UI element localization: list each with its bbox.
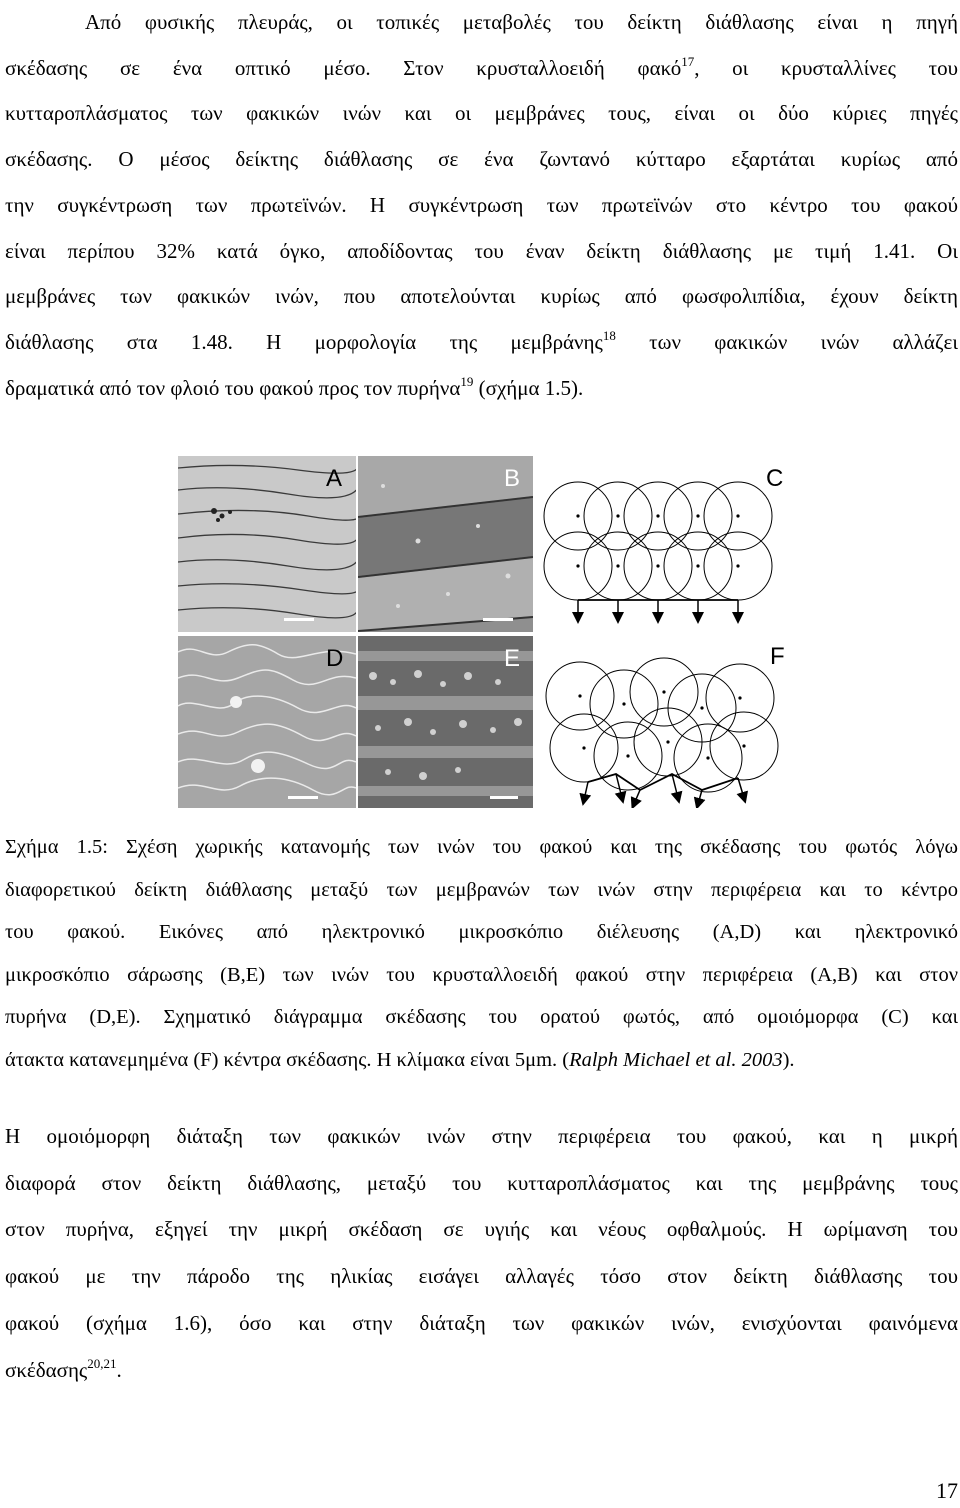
caption-line: πυρήνα (D,E). Σχηματικό διάγραμμα σκέδασης του ορατού φωτός, από ομοιόμορφα (C) και xyxy=(5,1006,958,1029)
citation: 18 xyxy=(602,327,616,343)
panel-label-b: B xyxy=(504,465,521,492)
panel-label-e: E xyxy=(504,645,521,672)
text-line: Η ομοιόμορφη διάταξη των φακικών ινών στην περιφέρεια του φακού, και η μικρή xyxy=(5,1124,958,1148)
paragraph-2 xyxy=(5,1113,958,1393)
citation: 20,21 xyxy=(87,1355,117,1371)
text-line: Από φυσικής πλευράς, οι τοπικές μεταβολές του δείκτη διάθλασης είναι η πηγή xyxy=(85,10,958,34)
paragraph-1 xyxy=(5,0,958,411)
caption-line: του φακού. Εικόνες από ηλεκτρονικό μικροσκόπιο διέλευσης (A,D) και ηλεκτρονικό xyxy=(5,921,958,944)
panel-label-d: D xyxy=(326,645,344,672)
text-line: σκέδασης$^{20,21}$. xyxy=(5,1355,122,1382)
citation: 17 xyxy=(681,53,695,69)
caption-line: άτακτα κατανεμημένα (F) κέντρα σκέδασης. Η κλίμακα είναι 5μm. (Ralph Michael et al. 2003). xyxy=(5,1048,795,1071)
caption-line: Σχήμα 1.5: Σχέση χωρικής κατανομής των ινών του φακού και της σκέδασης του φωτός λόγω xyxy=(5,836,958,858)
text-line: μεμβράνες των φακικών ινών, που αποτελούνται κυρίως από φωσφολιπίδια, έχουν δείκτη xyxy=(5,284,958,309)
figure-1-5 xyxy=(178,456,800,808)
text-line: είναι περίπου 32% κατά όγκο, αποδίδοντας του έναν δείκτη διάθλασης με τιμή 1.41. Οι xyxy=(5,238,958,263)
text-line: σκέδασης. Ο μέσος δείκτης διάθλασης σε ένα ζωντανό κύτταρο εξαρτάται κυρίως από xyxy=(5,147,958,172)
scattering-diagram-c xyxy=(544,482,772,618)
citation: 19 xyxy=(460,373,474,389)
panel-label-f: F xyxy=(770,643,785,670)
panel-label-c: C xyxy=(766,465,784,492)
text-line: διάθλασης στα 1.48. Η μορφολογία της μεμβράνης$^{18}$ των φακικών ινών αλλάζει xyxy=(5,327,958,354)
citation-authors: Ralph Michael et al. 2003 xyxy=(569,1048,783,1071)
panel-label-a: A xyxy=(326,465,343,492)
page-number: 17 xyxy=(936,1478,958,1503)
text-line: κυτταροπλάσματος των φακικών ινών και οι μεμβράνες τους, είναι οι δύο κύριες πηγές xyxy=(5,101,958,126)
text-line: την συγκέντρωση των πρωτεϊνών. Η συγκέντρωση των πρωτεϊνών στο κέντρο του φακού xyxy=(5,192,958,217)
text-line: στον πυρήνα, εξηγεί την μικρή σκέδαση σε υγιής και νέους οφθαλμούς. Η ωρίμανση του xyxy=(5,1217,958,1242)
text-line: διαφορά στον δείκτη διάθλασης, μεταξύ του κυτταροπλάσματος και της μεμβράνης τους xyxy=(5,1170,958,1195)
text-line: δραματικά από τον φλοιό του φακού προς τον πυρήνα$^{19}$ (σχήμα 1.5). xyxy=(5,373,584,400)
text-line: φακού με την πάροδο της ηλικίας εισάγει αλλαγές τόσο στον δείκτη διάθλασης του xyxy=(5,1264,958,1289)
text-line: σκέδασης σε ένα οπτικό μέσο. Στον κρυσταλλοειδή φακό$^{17}$, οι κρυσταλλίνες του xyxy=(5,53,958,80)
scattering-diagram-f xyxy=(546,658,778,804)
caption-line: διαφορετικού δείκτη διάθλασης μεταξύ των μεμβρανών των ινών στην περιφέρεια και το κέντρο xyxy=(5,878,958,901)
caption-line: μικροσκόπιο σάρωσης (B,E) των ινών του κρυσταλλοειδή φακού στην περιφέρεια (A,B) και στον xyxy=(5,963,958,986)
figure-caption xyxy=(5,826,958,1082)
text-line: φακού (σχήμα 1.6), όσο και στην διάταξη των φακικών ινών, ενισχύονται φαινόμενα xyxy=(5,1310,958,1335)
